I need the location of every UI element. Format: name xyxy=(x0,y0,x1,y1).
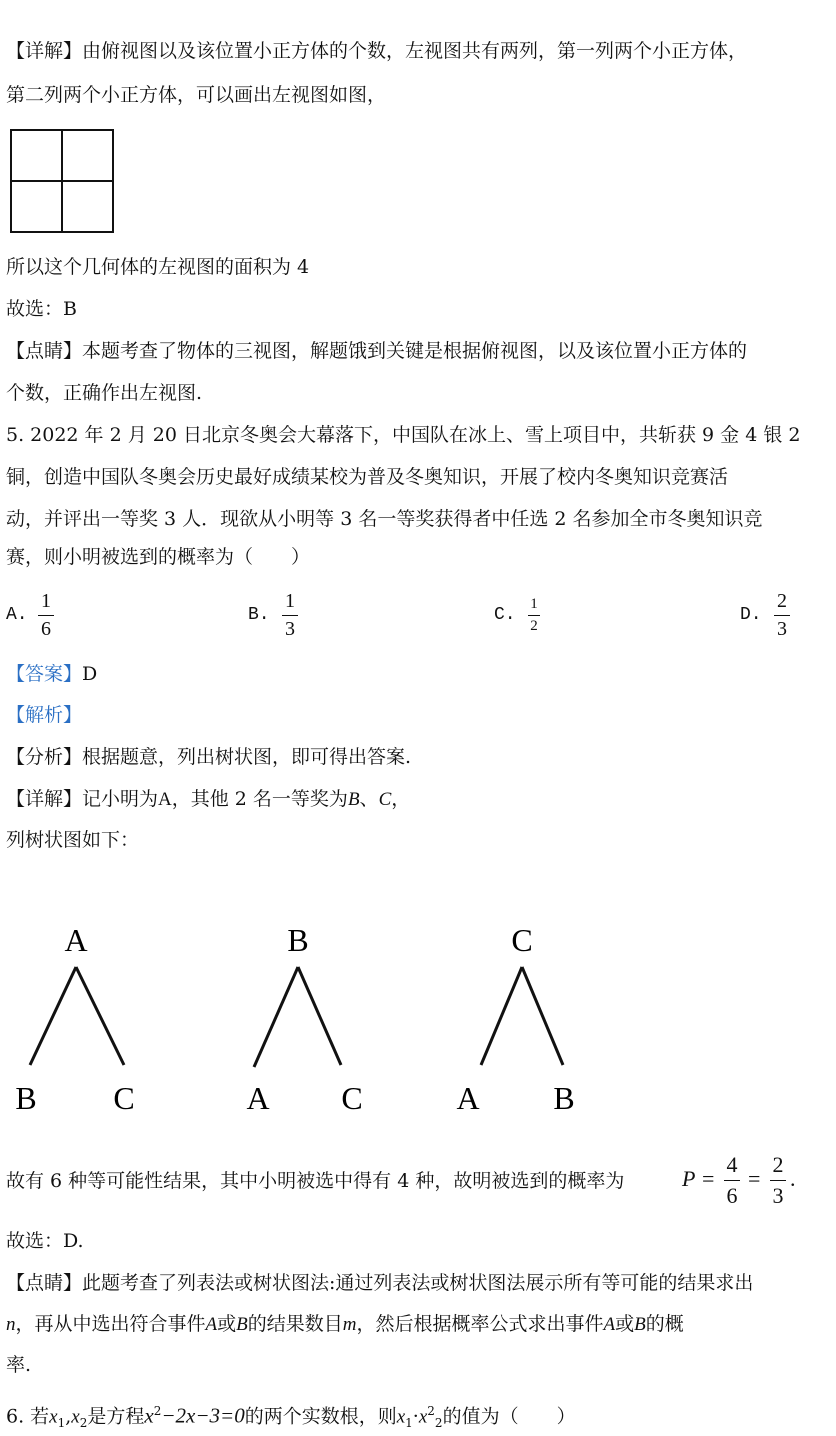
result-p: P xyxy=(682,1166,696,1191)
var-b1: B xyxy=(236,1314,248,1335)
dianjing-line-1 xyxy=(6,338,828,364)
var-m: m xyxy=(342,1314,357,1335)
q5-line-3: 动，并评出一等奖 3 人．现欲从小明等 3 名一等奖获得者中任选 2 名参加全市冬奥知识竞 xyxy=(6,508,763,530)
option-a-num: 1 xyxy=(41,590,51,612)
detail-line-1 xyxy=(6,38,828,64)
dianjing2-t6: 或 xyxy=(615,1313,635,1335)
tree-a-right: C xyxy=(113,1080,135,1116)
q5-line-1: 5. 2022 年 2 月 20 日北京冬奥会大幕落下，中国队在冰上、雪上项目中，共斩获 9 金 4 银 2 xyxy=(6,424,801,446)
dianjing2-t1: 此题考查了列表法或树状图法:通过列表法或树状图法展示所有等可能的结果求出 xyxy=(82,1272,754,1294)
xiangjie2-a: A xyxy=(158,789,172,810)
choose-line-2: 故选：D. xyxy=(6,1230,84,1252)
dianjing2-t2: ，再从中选出符合事件 xyxy=(15,1313,206,1335)
option-d-num: 2 xyxy=(777,590,787,612)
tree-c-left: A xyxy=(456,1080,480,1116)
result-eq-2: = xyxy=(748,1166,761,1191)
result-end: . xyxy=(790,1166,796,1191)
result-text: 故有 6 种等可能性结果，其中小明被选中得有 4 种，故明被选到的概率为 xyxy=(6,1170,625,1192)
option-a-fraction xyxy=(38,590,54,641)
dianjing2-line-1 xyxy=(6,1270,828,1296)
option-b-label: B. xyxy=(248,605,270,625)
dianjing2-t3: 或 xyxy=(217,1313,237,1335)
q6-eq-exp: 2 xyxy=(153,1404,162,1418)
fenxi-tag: 【分析】 xyxy=(6,746,83,768)
dianjing2-t5: ，然后根据概率公式求出事件 xyxy=(356,1313,604,1335)
q6-eq-rest: −2x−3=0 xyxy=(161,1403,245,1428)
tree-c xyxy=(456,922,574,1116)
dianjing-tag: 【点睛】 xyxy=(6,340,83,362)
tree-b-right: C xyxy=(341,1080,363,1116)
xiangjie2-text-a: 记小明为 xyxy=(82,788,159,810)
detail-text: 由俯视图以及该位置小正方体的个数，左视图共有两列，第一列两个小正方体， xyxy=(82,40,748,62)
fenxi-line xyxy=(6,744,828,770)
option-c-label: C. xyxy=(494,605,516,625)
result-frac-1 xyxy=(724,1152,740,1209)
detail-line-2: 第二列两个小正方体，可以画出左视图如图， xyxy=(6,84,387,106)
var-b2: B xyxy=(634,1314,646,1335)
result-frac-2-den: 3 xyxy=(772,1183,784,1208)
q6-s2: 2 xyxy=(79,1416,88,1431)
q6-x2: x xyxy=(71,1406,80,1428)
choose-line-1: 故选：B xyxy=(6,298,77,320)
xiangjie2-c: C xyxy=(378,789,392,810)
result-frac-1-num: 4 xyxy=(726,1152,738,1177)
tree-c-left-edge xyxy=(481,967,522,1065)
option-a-label: A. xyxy=(6,605,28,625)
q6-line xyxy=(6,1398,828,1436)
option-c-fraction xyxy=(528,596,540,635)
option-a-den: 6 xyxy=(41,618,51,640)
q6-dot: · xyxy=(412,1405,419,1428)
q6-eq-x: x xyxy=(144,1403,154,1428)
area-line: 所以这个几何体的左视图的面积为 4 xyxy=(6,256,310,278)
q6-px1: x xyxy=(396,1406,406,1428)
tree-c-right-edge xyxy=(522,967,563,1065)
tree-b xyxy=(246,922,362,1116)
q6-c: 的两个实数根，则 xyxy=(244,1405,397,1428)
result-frac-1-den: 6 xyxy=(726,1183,738,1208)
tree-a-left-edge xyxy=(30,967,76,1065)
q6-px2: x xyxy=(418,1406,428,1428)
result-frac-2 xyxy=(770,1152,786,1209)
xiangjie2-b: B xyxy=(347,789,360,810)
tree-b-root: B xyxy=(287,922,309,958)
detail-tag: 【详解】 xyxy=(6,40,83,62)
result-eq-1: = xyxy=(702,1166,715,1191)
option-c-num: 1 xyxy=(530,596,538,612)
tree-intro: 列树状图如下： xyxy=(6,829,140,851)
tree-a-root: A xyxy=(64,922,88,958)
fenxi-text: 根据题意，列出树状图，即可得出答案. xyxy=(82,746,412,768)
tree-c-right: B xyxy=(553,1080,575,1116)
xiangjie2-sep: 、 xyxy=(359,788,379,810)
answer-line xyxy=(6,661,828,687)
analysis-tag: 【解析】 xyxy=(6,704,83,726)
var-a2: A xyxy=(603,1314,616,1335)
dianjing2-line-3: 率. xyxy=(6,1354,32,1376)
tree-b-left: A xyxy=(246,1080,270,1116)
q6-b: 是方程 xyxy=(87,1405,145,1428)
q6-comma: , xyxy=(65,1405,72,1428)
var-n: n xyxy=(6,1314,16,1335)
answer-value: D xyxy=(82,663,98,685)
option-b-num: 1 xyxy=(285,590,295,612)
xiangjie2-tag: 【详解】 xyxy=(6,788,83,810)
tree-b-right-edge xyxy=(298,967,341,1065)
option-d-den: 3 xyxy=(777,618,787,640)
dianjing-text: 本题考查了物体的三视图，解题饿到关键是根据俯视图，以及该位置小正方体的 xyxy=(82,340,748,362)
tree-a-right-edge xyxy=(76,967,124,1065)
result-frac-2-num: 2 xyxy=(772,1152,784,1177)
q6-x1: x xyxy=(49,1406,58,1428)
left-view-grid xyxy=(10,129,114,233)
tree-a xyxy=(15,922,134,1116)
xiangjie2-text-b: ，其他 2 名一等奖为 xyxy=(171,788,348,810)
dianjing-line-2: 个数，正确作出左视图. xyxy=(6,382,203,404)
dianjing2-line-2 xyxy=(6,1311,828,1338)
xiangjie2-line xyxy=(6,786,828,813)
q6-s1: 1 xyxy=(57,1416,66,1431)
var-a1: A xyxy=(205,1314,218,1335)
tree-b-left-edge xyxy=(254,967,298,1067)
q6-a: 6. 若 xyxy=(6,1405,50,1428)
q6-ps2: 2 xyxy=(434,1416,443,1431)
q6-pexp: 2 xyxy=(427,1404,435,1418)
option-c-den: 2 xyxy=(530,618,538,634)
dianjing2-t7: 的概 xyxy=(645,1313,684,1335)
xiangjie2-end: ， xyxy=(391,788,411,810)
q5-line-4: 赛，则小明被选到的概率为（ ） xyxy=(6,546,311,568)
tree-a-left: B xyxy=(15,1080,37,1116)
tree-diagram xyxy=(0,915,600,1120)
q6-d: 的值为（ ） xyxy=(442,1405,576,1428)
option-b-fraction xyxy=(282,590,298,641)
dianjing2-tag: 【点睛】 xyxy=(6,1272,83,1294)
q5-line-2: 铜，创造中国队冬奥会历史最好成绩某校为普及冬奥知识，开展了校内冬奥知识竞赛活 xyxy=(6,466,729,488)
dianjing2-t4: 的结果数目 xyxy=(247,1313,343,1335)
answer-tag: 【答案】 xyxy=(6,663,83,685)
q6-ps1: 1 xyxy=(405,1416,413,1431)
option-d-label: D. xyxy=(740,605,762,625)
option-b-den: 3 xyxy=(285,618,295,640)
result-formula xyxy=(682,1152,832,1212)
tree-c-root: C xyxy=(511,922,533,958)
option-d-fraction xyxy=(774,590,790,641)
